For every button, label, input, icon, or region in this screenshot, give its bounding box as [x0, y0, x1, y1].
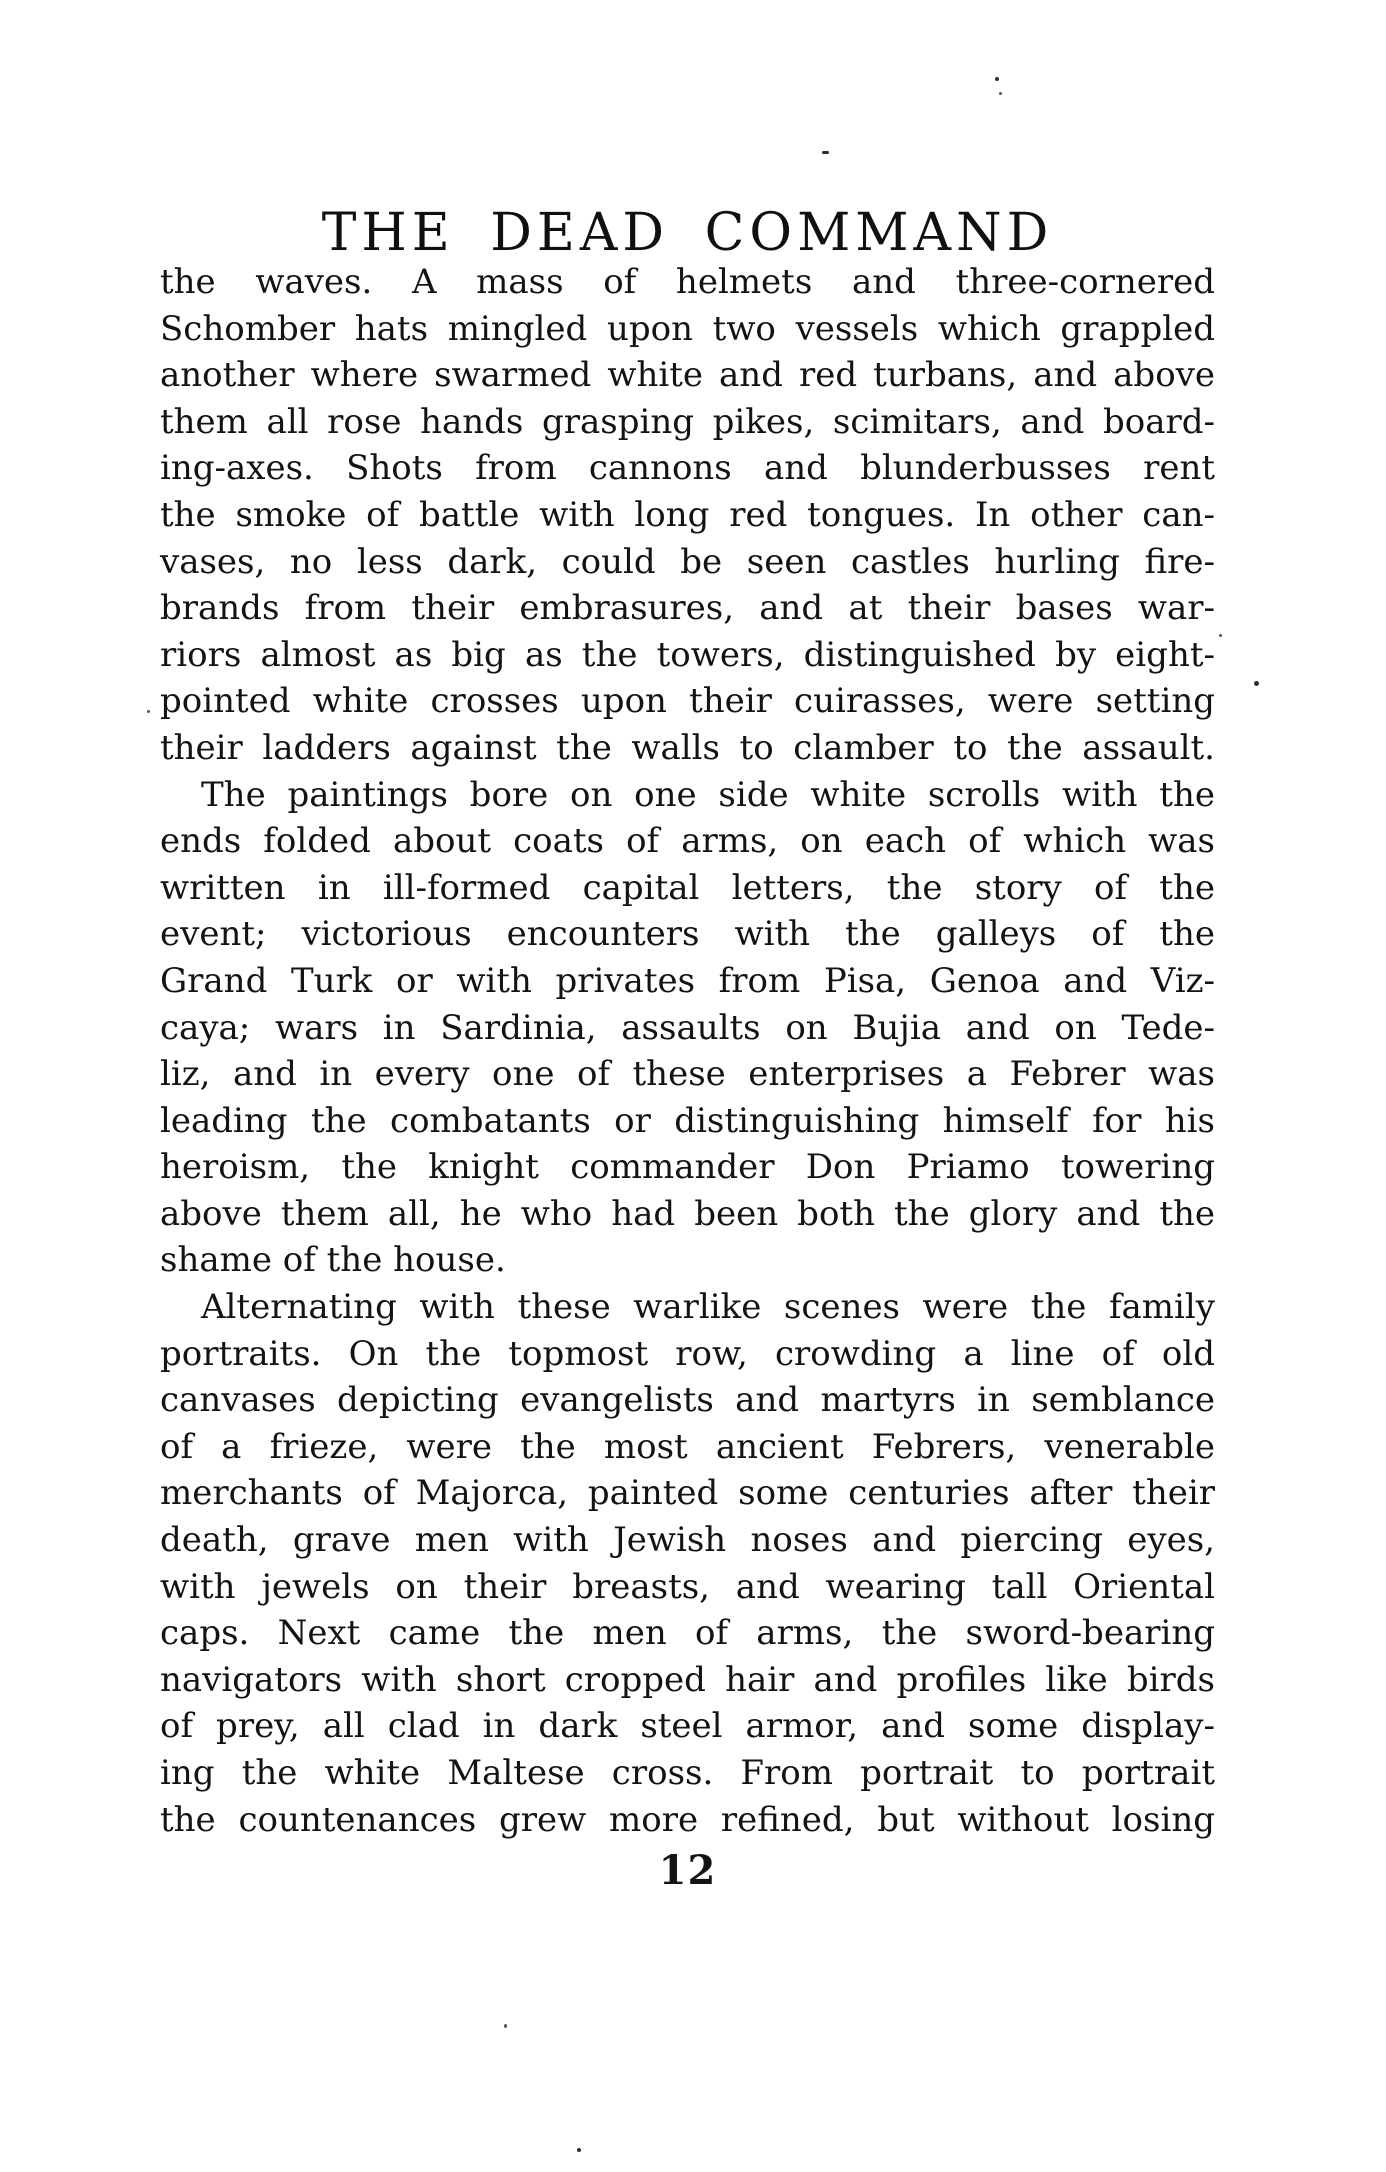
text-line: The paintings bore on one side white scrolls with the: [201, 774, 1215, 815]
scan-speck: [995, 77, 999, 81]
text-line: brands from their embrasures, and at their bases war-: [160, 588, 1215, 629]
scan-speck: [822, 151, 829, 154]
text-line: portraits. On the topmost row, crowding a line of old: [160, 1333, 1215, 1374]
paragraph: [160, 1284, 1215, 1843]
scan-speck: [1254, 681, 1259, 686]
text-line: heroism, the knight commander Don Priamo towering: [160, 1147, 1215, 1188]
text-line: liz, and in every one of these enterprises a Febrer was: [160, 1054, 1215, 1095]
text-line: Grand Turk or with privates from Pisa, Genoa and Viz-: [160, 960, 1215, 1001]
text-line: riors almost as big as the towers, distinguished by eight-: [160, 634, 1215, 675]
text-line: pointed white crosses upon their cuirasses, were setting: [160, 681, 1215, 722]
scan-speck: [1219, 634, 1222, 637]
text-line: ends folded about coats of arms, on each of which was: [160, 821, 1215, 862]
scan-speck: [504, 2024, 507, 2028]
text-line: them all rose hands grasping pikes, scimitars, and board-: [160, 401, 1215, 442]
text-line: with jewels on their breasts, and wearing tall Oriental: [160, 1566, 1215, 1607]
text-line: event; victorious encounters with the galleys of the: [160, 914, 1215, 955]
scan-speck: [577, 2148, 581, 2152]
text-line: vases, no less dark, could be seen castles hurling fire-: [160, 541, 1215, 582]
text-line: navigators with short cropped hair and profiles like birds: [160, 1659, 1215, 1700]
text-line: Schomber hats mingled upon two vessels which grappled: [160, 308, 1215, 349]
text-line: the smoke of battle with long red tongues. In other can-: [160, 494, 1215, 535]
text-line: another where swarmed white and red turbans, and above: [160, 355, 1215, 396]
text-line: death, grave men with Jewish noses and piercing eyes,: [160, 1520, 1215, 1561]
text-line: caya; wars in Sardinia, assaults on Bujia and on Tede-: [160, 1007, 1215, 1048]
text-line: merchants of Majorca, painted some centuries after their: [160, 1473, 1215, 1514]
page-title: THE DEAD COMMAND: [321, 202, 1054, 263]
text-line: above them all, he who had been both the glory and the: [160, 1193, 1215, 1234]
paragraph: [160, 259, 1215, 772]
paragraph: [160, 772, 1215, 1285]
page-number: 12: [658, 1847, 717, 1894]
text-line: leading the combatants or distinguishing himself for his: [160, 1100, 1215, 1141]
text-line: ing the white Maltese cross. From portrait to portrait: [160, 1753, 1215, 1793]
text-line: of prey, all clad in dark steel armor, and some display-: [160, 1706, 1215, 1747]
text-line: shame of the house.: [160, 1240, 506, 1281]
text-line: the countenances grew more refined, but without losing: [160, 1799, 1215, 1840]
text-line: their ladders against the walls to clamber to the assault.: [160, 727, 1215, 768]
text-line: the waves. A mass of helmets and three-cornered: [160, 262, 1215, 302]
text-line: caps. Next came the men of arms, the sword-bearing: [160, 1613, 1215, 1654]
scan-speck: [147, 710, 150, 713]
text-line: written in ill-formed capital letters, the story of the: [160, 867, 1215, 908]
text-line: of a frieze, were the most ancient Febrers, venerable: [160, 1426, 1215, 1467]
text-line: ing-axes. Shots from cannons and blunderbusses rent: [160, 448, 1215, 489]
text-line: canvases depicting evangelists and martyrs in semblance: [160, 1380, 1215, 1421]
scan-speck: [999, 92, 1002, 95]
text-line: Alternating with these warlike scenes were the family: [201, 1287, 1215, 1328]
body-text: [160, 259, 1215, 1843]
